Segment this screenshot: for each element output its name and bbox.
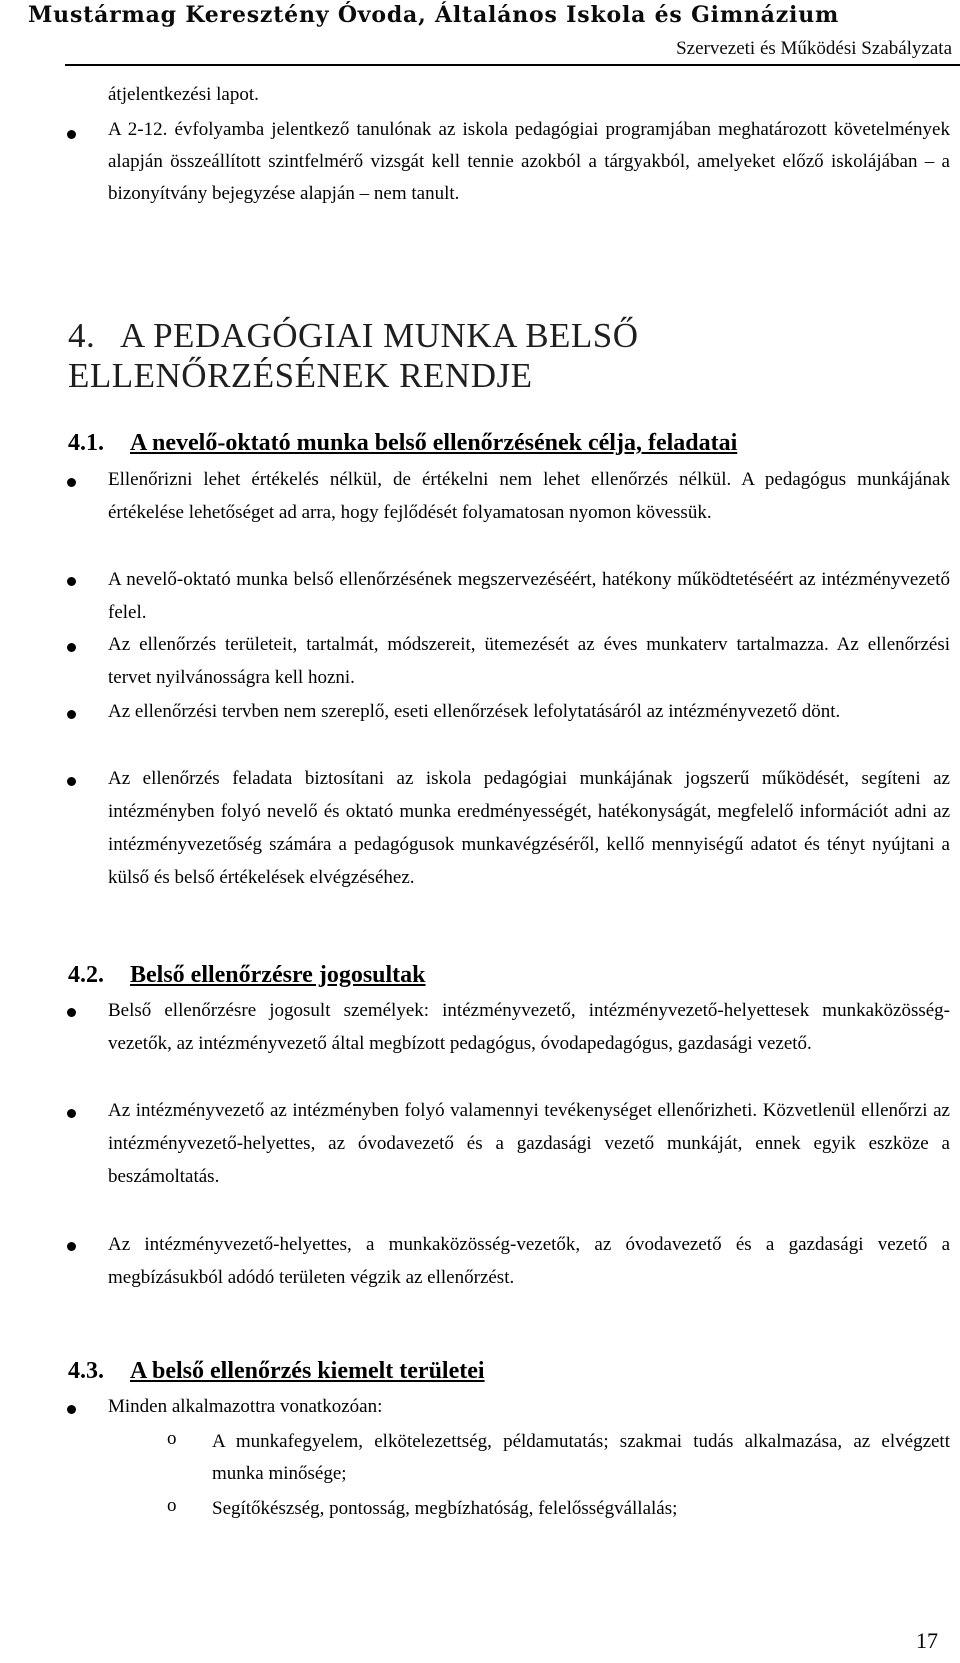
section-4-1-number: 4.1. (68, 430, 104, 456)
s41-bullet-2: A nevelő-oktató munka belső ellenőrzésének megszervezéséért, hatékony működtetéséért az intézményvezető felel. (108, 569, 950, 623)
bullet-icon (67, 577, 76, 586)
section-4-heading (68, 316, 948, 396)
bullet-icon (67, 130, 76, 139)
s42-bullet-1: Belső ellenőrzésre jogosult személyek: intézményvezető, intézményvezető-helyettesek munkaközösség-vezetők, az intézményvezető által megbízott pedagógus, óvodapedagógus, gazdasági vezető. (108, 1000, 950, 1054)
header-rule (65, 64, 960, 66)
bullet-icon (67, 777, 76, 786)
page-header (0, 0, 960, 68)
section-4-1-heading (68, 428, 737, 458)
bullet-icon (67, 478, 76, 487)
bullet-icon (67, 1109, 76, 1118)
s42-bullet-2: Az intézményvezető az intézményben folyó valamennyi tevékenységet ellenőrizheti. Közvetlenül ellenőrzi az intézményvezető-helyettes, az óvodavezető és a gazdasági vezető munkáját, ennek egyik eszköze a beszámoltatás. (108, 1100, 950, 1187)
intro-bullet-text: A 2-12. évfolyamba jelentkező tanulónak az iskola pedagógiai programjában meghatározott követelmények alapján összeállított szintfelmérő vizsgát kell tennie azokból a tárgyakból, amelyeket előző iskolájában – a bizonyítvány bejegyzése alapján – nem tanult. (108, 119, 950, 204)
continuation-text: átjelentkezési lapot. (108, 84, 259, 105)
s43-subitem-2: Segítőkészség, pontosság, megbízhatóság, felelősségvállalás; (212, 1498, 678, 1519)
section-4-number: 4. (68, 316, 96, 355)
s41-bullet-5: Az ellenőrzés feladata biztosítani az iskola pedagógiai munkájának jogszerű működését, segíteni az intézményben folyó nevelő és oktató munka eredményességét, hatékonyságát, megfelelő információt adni az intézményvezetőség számára a pedagógusok munkavégzéséről, kellő mennyiségű adatot és tényt nyújtani a külső és belső értékelések elvégzéséhez. (108, 768, 950, 888)
bullet-icon (67, 1405, 76, 1414)
s43-bullet-1: Minden alkalmazottra vonatkozóan: (108, 1396, 383, 1417)
circle-bullet-icon: o (167, 1428, 177, 1449)
section-4-2-title: Belső ellenőrzésre jogosultak (130, 962, 426, 988)
section-4-title: A PEDAGÓGIAI MUNKA BELSŐ ELLENŐRZÉSÉNEK RENDJE (68, 316, 639, 395)
s41-bullet-3: Az ellenőrzés területeit, tartalmát, módszereit, ütemezését az éves munkaterv tartalmazza. Az ellenőrzési tervet nyilvánosságra kell hozni. (108, 634, 950, 688)
section-4-3-number: 4.3. (68, 1358, 104, 1384)
bullet-icon (67, 710, 76, 719)
bullet-icon (67, 1242, 76, 1251)
s41-bullet-4: Az ellenőrzési tervben nem szereplő, eseti ellenőrzések lefolytatásáról az intézményvezető dönt. (108, 701, 841, 722)
bullet-icon (67, 1008, 76, 1017)
section-4-2-number: 4.2. (68, 962, 104, 988)
page-number: 17 (916, 1628, 938, 1653)
circle-bullet-icon: o (167, 1495, 177, 1516)
section-4-2-heading (68, 960, 426, 990)
section-4-3-heading (68, 1356, 485, 1386)
s41-bullet-1: Ellenőrizni lehet értékelés nélkül, de értékelni nem lehet ellenőrzés nélkül. A pedagógus munkájának értékelése lehetőséget ad arra, hogy fejlődését folyamatosan nyomon kövessük. (108, 469, 950, 523)
s43-subitem-1: A munkafegyelem, elkötelezettség, példamutatás; szakmai tudás alkalmazása, az elvégzett munka minősége; (212, 1431, 950, 1484)
section-4-1-title: A nevelő-oktató munka belső ellenőrzésének célja, feladatai (130, 430, 738, 456)
s42-bullet-3: Az intézményvezető-helyettes, a munkaközösség-vezetők, az óvodavezető és a gazdasági vezető a megbízásukból adódó területen végzik az ellenőrzést. (108, 1234, 950, 1288)
header-subtitle: Szervezeti és Működési Szabályzata (676, 38, 952, 59)
header-title: Mustármag Keresztény Óvoda, Általános Iskola és Gimnázium (28, 2, 840, 28)
section-4-3-title: A belső ellenőrzés kiemelt területei (130, 1358, 485, 1384)
bullet-icon (67, 643, 76, 652)
